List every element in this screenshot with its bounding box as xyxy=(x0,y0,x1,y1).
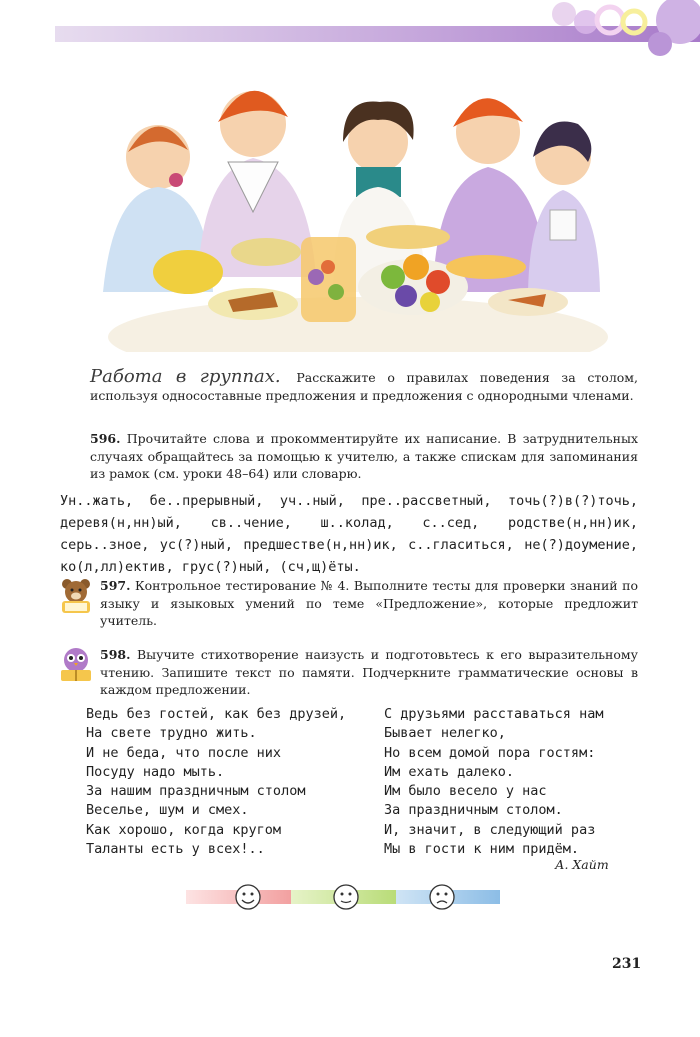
group-work-task xyxy=(90,368,638,405)
page-number: 231 xyxy=(612,956,642,972)
group-work-heading: Работа в группах. xyxy=(90,366,281,387)
poem-line: Им ехать далеко. xyxy=(384,763,515,780)
poem-line: За праздничным столом. xyxy=(384,802,563,819)
poem-line: Но всем домой пора гостям: xyxy=(384,744,596,761)
exercise-598 xyxy=(100,646,638,699)
exercise-598-number: 598. xyxy=(100,647,131,662)
poem-line: И не беда, что после них xyxy=(86,744,282,761)
poem-line: Мы в гости к ним придём. xyxy=(384,841,580,858)
poem-right-column xyxy=(384,705,634,859)
children-at-table-illustration xyxy=(88,62,608,352)
spelling-words: Ун..жать, бе..прерывный, уч..ный, пре..рассветный, точь(?)в(?)точь, деревя(н,нн)ый, св..чение, ш..колад, с..сед, родстве(н,нн)ик, серь..зное, ус(?)ный, предшестве(н,нн)ик, с..гласиться, не(?)доумение, ко(л,лл)ектив, грус(?)ный, (сч,щ)ёты. xyxy=(60,493,638,575)
poem-line: И, значит, в следующий раз xyxy=(384,821,596,838)
poem-line: С друзьями расставаться нам xyxy=(384,706,604,722)
poem-line: Веселье, шум и смех. xyxy=(86,802,249,819)
poem-line: Ведь без гостей, как без друзей, xyxy=(86,706,347,722)
faces-divider xyxy=(186,880,500,914)
exercise-597 xyxy=(100,577,638,630)
exercise-596 xyxy=(90,430,638,483)
poem-line: На свете трудно жить. xyxy=(86,725,257,742)
poem-left-column xyxy=(86,705,386,859)
group-work-text: Расскажите о правилах поведения за столом, используя односоставные предложения и предложения с однородными членами. xyxy=(90,370,638,403)
bear-icon xyxy=(56,575,96,615)
exercise-597-text: Контрольное тестирование № 4. Выполните тесты для проверки знаний по языку и языковых умений по теме «Предложение», которые предложит учитель. xyxy=(100,578,638,628)
poem-author: А. Хайт xyxy=(555,857,609,872)
exercise-597-number: 597. xyxy=(100,578,131,593)
decorative-circles xyxy=(530,0,700,60)
poem-line: Бывает нелегко, xyxy=(384,725,506,742)
exercise-596-number: 596. xyxy=(90,431,121,446)
exercise-598-text: Выучите стихотворение наизусть и подготовьтесь к его выразительному чтению. Запишите текст по памяти. Подчеркните грамматические основы в каждом предложении. xyxy=(100,647,638,697)
poem-line: Таланты есть у всех!.. xyxy=(86,841,265,858)
poem-line: Им было весело у нас xyxy=(384,783,547,800)
poem-line: За нашим праздничным столом xyxy=(86,783,306,800)
poem-line: Посуду надо мыть. xyxy=(86,763,225,780)
exercise-596-text: Прочитайте слова и прокомментируйте их написание. В затруднительных случаях обращайтесь за помощью к учителю, а также спискам для запоминания из рамок (см. уроки 48–64) или словарю. xyxy=(90,431,638,481)
owl-book-icon xyxy=(56,644,96,684)
poem-line: Как хорошо, когда кругом xyxy=(86,821,282,838)
